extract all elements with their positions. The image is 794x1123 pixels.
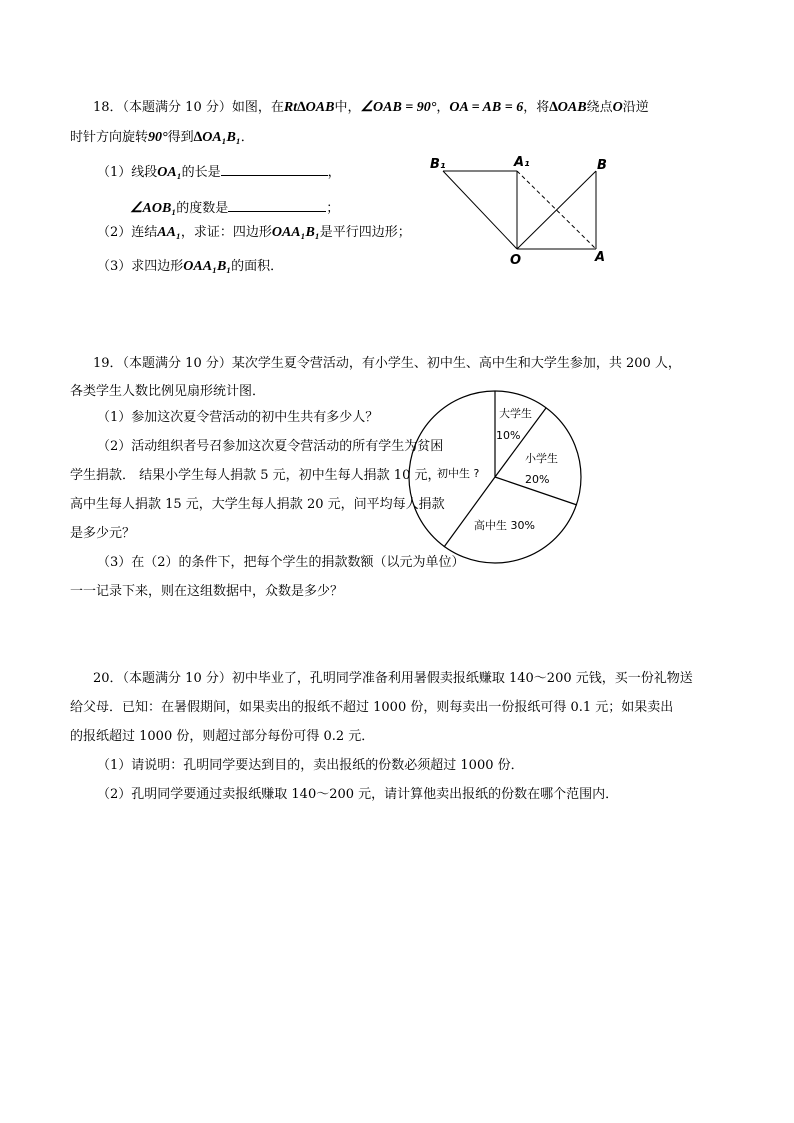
q19-line-9: 一一记录下来，则在这组数据中，众数是多少？ bbox=[70, 584, 344, 599]
label-a1: A₁ bbox=[514, 155, 530, 170]
answer-blank-1[interactable] bbox=[221, 163, 328, 176]
text: 的度数是 bbox=[176, 201, 229, 216]
text: ， bbox=[436, 100, 450, 115]
q18-number: 18 bbox=[93, 100, 110, 115]
math-point-o: O bbox=[612, 100, 623, 115]
math-equal-sides: OA = AB = 6 bbox=[449, 100, 524, 115]
q19-line-2: 各类学生人数比例见扇形统计图． bbox=[70, 384, 266, 399]
pie-divider-chuzhong bbox=[444, 477, 495, 547]
q20-line-2: 给父母．已知：在暑假期间，如果卖出的报纸不超过 1000 份，则每卖出一份报纸可得 0.1 元；如果卖出 bbox=[70, 700, 674, 715]
math-quadrilateral: OAA₁B₁ bbox=[271, 225, 320, 240]
math-oa1: OA₁ bbox=[157, 165, 182, 180]
q19-part-1: （1）参加这次夏令营活动的初中生共有多少人？ bbox=[97, 410, 379, 425]
q19-part-3: （3）在（2）的条件下，把每个学生的捐款数额（以元为单位） bbox=[97, 555, 465, 570]
pie-pct-daxue: 10% bbox=[496, 429, 521, 442]
math-angle-oab: ∠OAB = 90° bbox=[360, 100, 437, 115]
math-rt-triangle: Rt∆OAB bbox=[283, 100, 335, 115]
pie-label-chuzhong: 初中生 ? bbox=[437, 467, 480, 480]
q18-line-2 bbox=[70, 128, 254, 148]
q19-line-5: 学生捐款． 结果小学生每人捐款 5 元，初中生每人捐款 10 元， bbox=[70, 468, 441, 483]
text: 得到 bbox=[167, 130, 194, 145]
q18-header: ．（本题满分 10 分）如图，在 bbox=[109, 100, 284, 115]
pie-pct-xiaoxue: 20% bbox=[525, 473, 550, 486]
q18-line-1 bbox=[93, 98, 649, 118]
label-a: A bbox=[595, 250, 606, 265]
math-angle-aob1: ∠AOB₁ bbox=[130, 201, 177, 216]
q18-part-1 bbox=[97, 163, 341, 183]
text: （1）线段 bbox=[97, 165, 158, 180]
text: 的长是 bbox=[181, 165, 221, 180]
q20-part-2: （2）孔明同学要通过卖报纸赚取 140～200 元，请计算他卖出报纸的份数在哪个范围内． bbox=[97, 787, 619, 802]
math-quadrilateral: OAA₁B₁ bbox=[183, 259, 232, 274]
pie-label-gaozhong: 高中生 30% bbox=[474, 519, 535, 532]
q19-part-2: （2）活动组织者号召参加这次夏令营活动的所有学生为贫困 bbox=[97, 439, 444, 454]
text: （3）求四边形 bbox=[97, 259, 184, 274]
text: ， bbox=[327, 165, 341, 180]
text: （2）连结 bbox=[97, 225, 158, 240]
q20-line-1: 20．（本题满分 10 分）初中毕业了，孔明同学准备利用暑假卖报纸赚取 140～200 元钱，买一份礼物送 bbox=[93, 671, 693, 686]
q18-part-2 bbox=[97, 223, 411, 243]
label-o: O bbox=[510, 253, 522, 268]
math-aa1: AA₁ bbox=[157, 225, 181, 240]
pie-label-xiaoxue: 小学生 bbox=[525, 452, 558, 465]
math-triangle-oab: ∆OAB bbox=[549, 100, 587, 115]
math-triangle-oa1b1: ∆OA₁B₁ bbox=[193, 130, 241, 145]
q19-line-7: 是多少元？ bbox=[70, 526, 136, 541]
pie-label-daxue: 大学生 bbox=[499, 407, 532, 420]
text: 的面积． bbox=[231, 259, 284, 274]
pie-divider-xiaoxue bbox=[495, 408, 546, 477]
text: 沿逆 bbox=[622, 100, 649, 115]
q19-line-6: 高中生每人捐款 15 元，大学生每人捐款 20 元，问平均每人捐款 bbox=[70, 497, 445, 512]
text: ． bbox=[240, 130, 254, 145]
label-b: B bbox=[597, 158, 607, 173]
answer-blank-2[interactable] bbox=[228, 199, 326, 212]
math-90-degrees: 90° bbox=[148, 130, 168, 145]
text: 绕点 bbox=[586, 100, 613, 115]
q18-part-3 bbox=[97, 257, 283, 277]
pie-divider-gaozhong bbox=[495, 477, 577, 505]
text: 中， bbox=[334, 100, 361, 115]
q20-part-1: （1）请说明：孔明同学要达到目的，卖出报纸的份数必须超过 1000 份． bbox=[97, 758, 524, 773]
text: 是平行四边形； bbox=[319, 225, 411, 240]
text: 时针方向旋转 bbox=[70, 130, 149, 145]
text: ； bbox=[326, 201, 340, 216]
label-b1: B₁ bbox=[430, 157, 446, 172]
q20-line-3: 的报纸超过 1000 份，则超过部分每份可得 0.2 元． bbox=[70, 729, 375, 744]
q19-line-1: 19．（本题满分 10 分）某次学生夏令营活动，有小学生、初中生、高中生和大学生参加，共 200 人， bbox=[93, 356, 681, 371]
text: ，将 bbox=[523, 100, 550, 115]
text: ，求证：四边形 bbox=[180, 225, 272, 240]
q18-part-1b bbox=[130, 199, 339, 219]
